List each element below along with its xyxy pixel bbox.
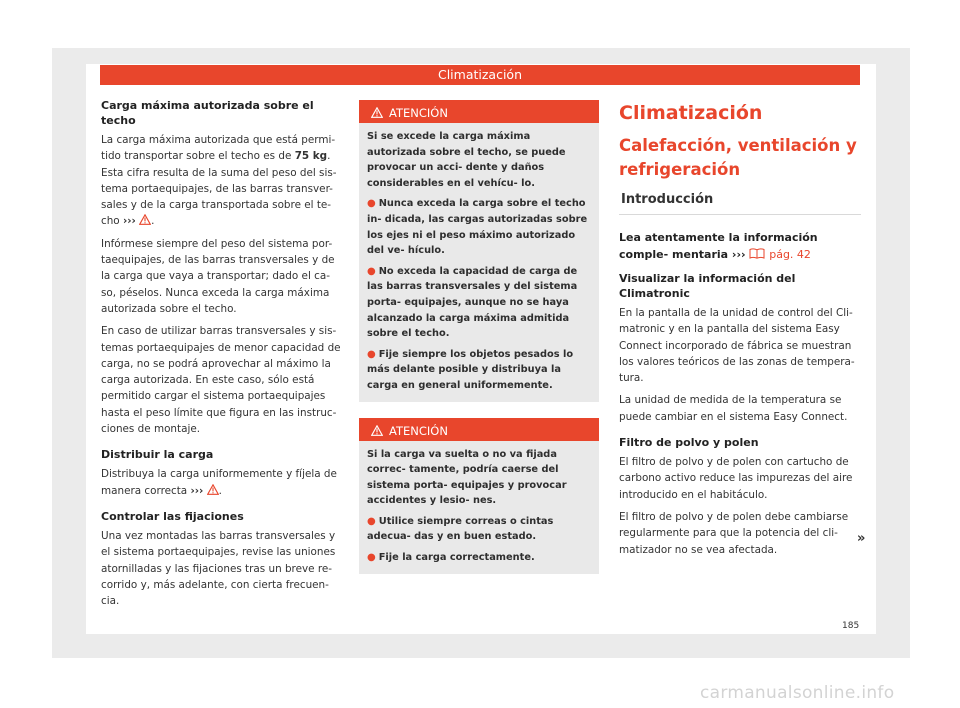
warning-icon (371, 107, 383, 118)
reference-arrows: ››› (190, 484, 204, 497)
column-left (101, 98, 341, 615)
paragraph-max-load: La carga máxima autorizada que está permi- tido transportar sobre el techo es de 75 kg. Esta cifra resulta de la suma del peso del sis- tema portaequipajes, de las barras transver- sales y de la carga transportada sobre el te- cho ››› . (101, 134, 337, 228)
continue-marker: » (857, 531, 866, 546)
paragraph-weigh: Infórmese siempre del peso del sistema por- taequipajes, de las barras transversales y de la carga que vaya a transportar; dado el ca- so, péselos. Nunca exceda la carga máxima autorizada sobre el techo. (101, 237, 335, 315)
paragraph-distribute: Distribuya la carga uniformemente y fíjela de manera correcta ››› . (101, 468, 337, 497)
book-icon[interactable] (749, 248, 765, 259)
heading-pollen-filter: Filtro de polvo y polen (619, 436, 759, 450)
paragraph-filter-function: El filtro de polvo y de polen con cartucho de carbono activo reduce las impurezas del aire introducido en el habitáculo. (619, 456, 853, 501)
subsection-title: Calefacción, ventilación y refrigeración (619, 136, 857, 179)
watermark: carmanualsonline.info (700, 683, 895, 703)
bullet-dot: ● (367, 348, 376, 360)
max-load-value: 75 kg (294, 150, 328, 163)
warning-title: ATENCIÓN (389, 106, 448, 120)
warning-intro: Si la carga va suelta o no va fijada correc- tamente, podría caerse del sistema porta- equipajes y provocar accidentes y lesio- nes. (367, 448, 567, 507)
column-middle (359, 100, 599, 574)
warning-bullet: ● Fije siempre los objetos pesados lo más delante posible y distribuya la carga en general uniformemente. (367, 348, 574, 391)
heading-check-fixings: Controlar las fijaciones (101, 509, 244, 523)
warning-icon[interactable] (207, 484, 219, 495)
page-reference-link[interactable]: pág. 42 (769, 248, 811, 261)
reference-arrows: ››› (122, 215, 136, 228)
paragraph-climatronic-display: En la pantalla de la unidad de control del Cli- matronic y en la pantalla del sistema Easy Connect incorporado de fábrica se muestran los valores teóricos de las zonas de tempera- tura. (619, 307, 855, 385)
heading-max-roof-load: Carga máxima autorizada sobre el techo (101, 99, 314, 127)
warning-icon (371, 425, 383, 436)
paragraph-filter-replace: El filtro de polvo y de polen debe cambiarse regularmente para que la potencia del cli- matizador no se vea afectada. (619, 510, 849, 556)
heading-climatronic-info: Visualizar la información del Climatronic (619, 272, 796, 300)
bullet-dot: ● (367, 198, 376, 210)
warning-box-header (359, 103, 599, 123)
reference-arrows: ››› (731, 248, 746, 261)
topic-title: Introducción (619, 190, 861, 215)
warning-bullet: ● Nunca exceda la carga sobre el techo in- dicada, las cargas autorizadas sobre los ejes ni el peso máximo autorizado del ve- hículo. (367, 198, 588, 257)
warning-box-overload (359, 100, 599, 402)
heading-distribute-load: Distribuir la carga (101, 448, 214, 462)
warning-bullet: ● Utilice siempre correas o cintas adecua- das y en buen estado. (367, 515, 554, 543)
chapter-header: Climatización (100, 65, 860, 85)
warning-intro: Si se excede la carga máxima autorizada sobre el techo, se puede provocar un acci- dente y daños considerables en el vehícu- lo. (367, 131, 566, 189)
paragraph-temperature-unit: La unidad de medida de la temperatura se puede cambiar en el sistema Easy Connect. (619, 394, 848, 423)
page-number: 185 (842, 621, 860, 631)
warning-bullet: ● No exceda la capacidad de carga de las barras transversales y del sistema porta- equipajes, aunque no se haya alcanzado la carga máxima admitida sobre el techo. (367, 265, 578, 340)
bullet-dot: ● (367, 515, 376, 527)
bullet-dot: ● (367, 265, 376, 277)
paragraph-check-fixings: Una vez montadas las barras transversales y el sistema portaequipajes, revise las uniones atornilladas y las fijaciones tras un breve re- corrido y, más adelante, con cierta frecuen- cia. (101, 529, 336, 608)
intro-note: Lea atentamente la información comple- mentaria ››› pág. 42 (619, 231, 818, 261)
warning-box-header (359, 421, 599, 441)
warning-box-loose-load (359, 418, 599, 574)
warning-icon[interactable] (139, 214, 151, 225)
paragraph-lower-capacity: En caso de utilizar barras transversales y sis- temas portaequipajes de menor capacidad de carga, no se podrá aprovechar al máximo la carga autorizada. En este caso, sólo está permitido cargar el sistema portaequipajes hasta el peso límite que figura en las instruc- ciones de montaje. (101, 325, 341, 436)
section-title: Climatización (619, 102, 763, 124)
warning-title: ATENCIÓN (389, 423, 448, 438)
column-right (619, 98, 861, 564)
warning-bullet: ● Fije la carga correctamente. (367, 552, 535, 564)
bullet-dot: ● (367, 552, 376, 564)
